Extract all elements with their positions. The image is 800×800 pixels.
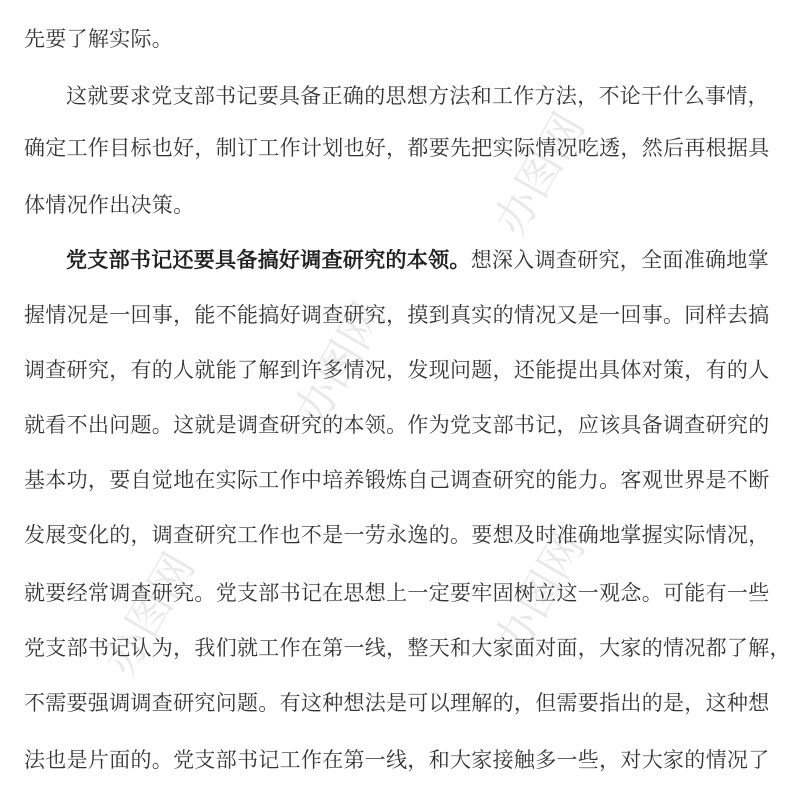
text-line: 党支部书记认为，我们就工作在第一线，整天和大家面对面，大家的情况都了解， <box>24 636 791 660</box>
text-line: 发展变化的，调查研究工作也不是一劳永逸的。要想及时准确地掌握实际情况， <box>24 523 770 547</box>
text-line: 法也是片面的。党支部书记工作在第一线，和大家接触多一些，对大家的情况了 <box>24 748 770 772</box>
text-line: 确定工作目标也好，制订工作计划也好，都要先把实际情况吃透，然后再根据具 <box>24 136 770 160</box>
bold-heading: 党支部书记还要具备搞好调查研究的本领。 <box>66 248 471 272</box>
text-line: 体情况作出决策。 <box>24 193 195 217</box>
text-line: 先要了解实际。 <box>24 27 174 51</box>
text-line: 这就要求党支部书记要具备正确的思想方法和工作方法，不论干什么事情， <box>66 84 769 108</box>
text-line <box>66 245 784 275</box>
watermark: 办图网 <box>284 294 395 435</box>
watermark: 办图网 <box>94 544 205 685</box>
text-line: 握情况是一回事，能不能搞好调查研究，摸到真实的情况又是一回事。同样去搞 <box>24 303 770 327</box>
text-line: 不需要强调调查研究问题。有这种想法是可以理解的，但需要指出的是，这种想 <box>24 691 770 715</box>
text-line: 就要经常调查研究。党支部书记在思想上一定要牢固树立这一观念。可能有一些 <box>24 581 770 605</box>
text-run: 想深入调查研究，全面准确地掌 <box>470 248 769 272</box>
watermark: 办图网 <box>484 524 595 665</box>
text-line: 调查研究，有的人就能了解到许多情况，发现问题，还能提出具体对策，有的人 <box>24 358 770 382</box>
text-line: 基本功，要自觉地在实际工作中培养锻炼自己调查研究的能力。客观世界是不断 <box>24 468 770 492</box>
watermark: 办图网 <box>484 104 595 245</box>
text-line: 就看不出问题。这就是调查研究的本领。作为党支部书记，应该具备调查研究的 <box>24 413 770 437</box>
